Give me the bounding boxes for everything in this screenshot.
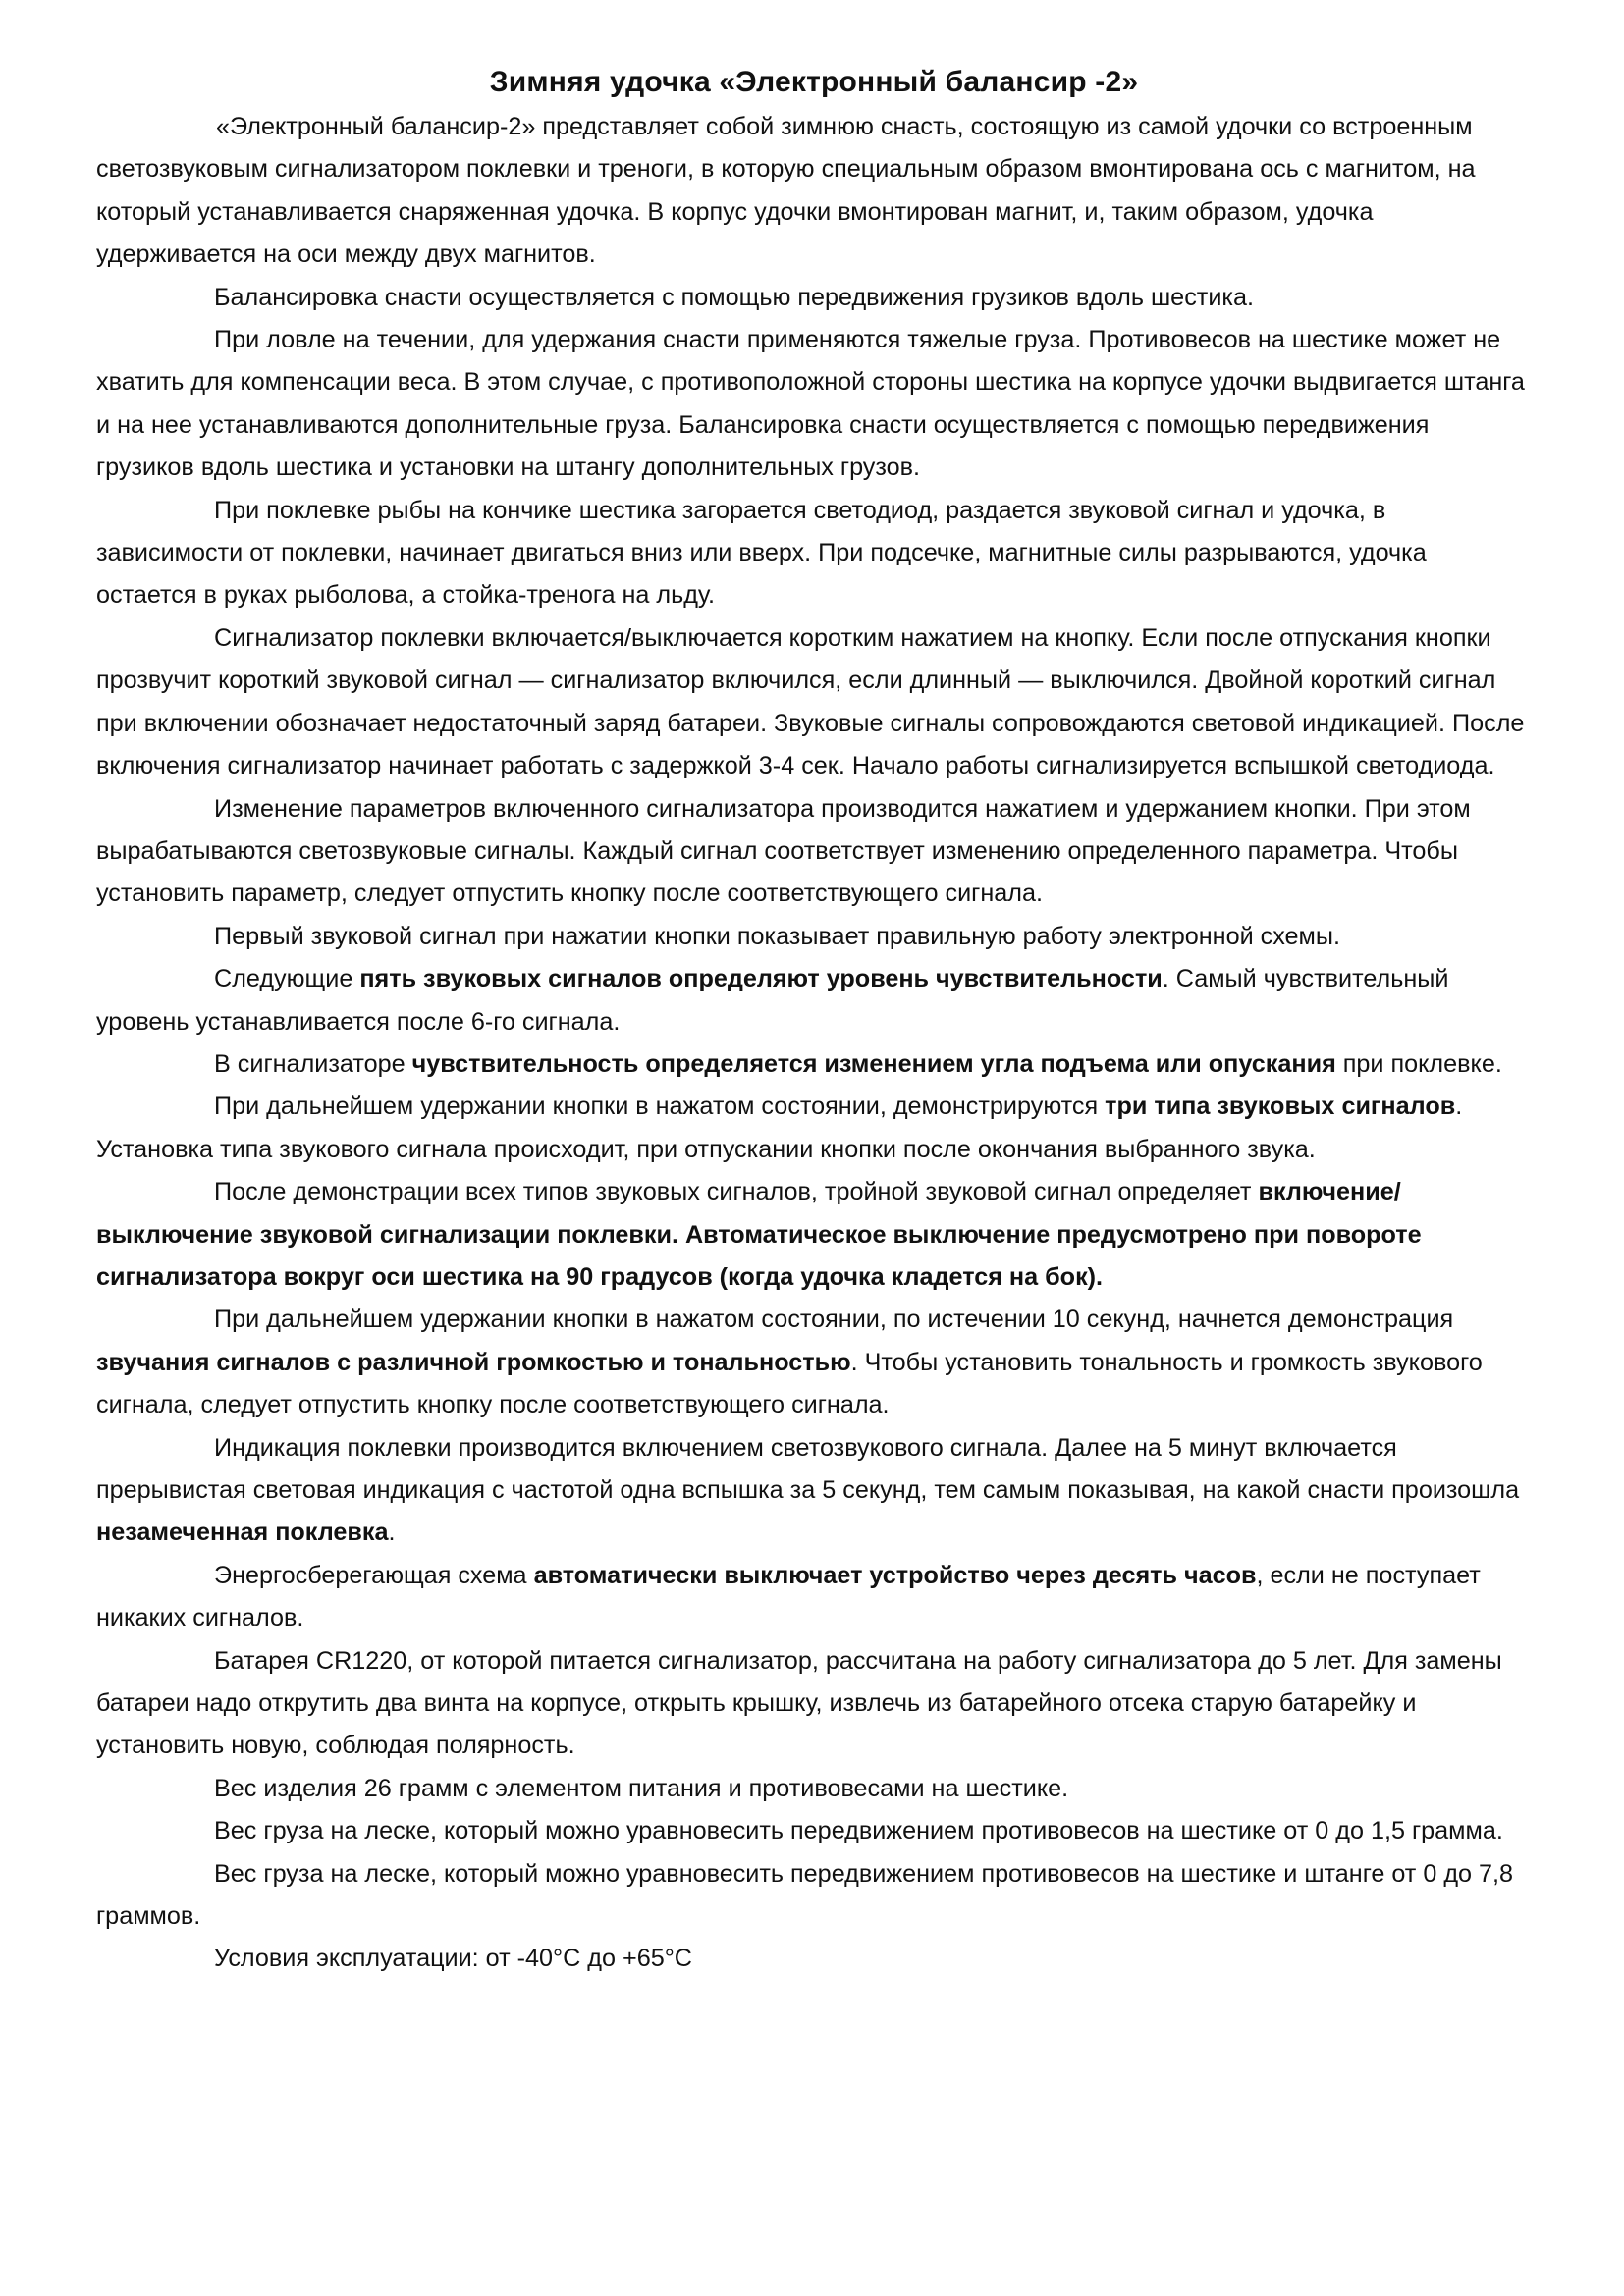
- bold-text-run: автоматически выключает устройство через десять часов: [533, 1561, 1257, 1589]
- text-run: . Самый чувствительный уровень устанавливается после 6-го сигнала.: [96, 965, 1449, 1036]
- bold-text-run: пять звуковых сигналов определяют уровень чувствительности: [359, 965, 1163, 993]
- paragraph: [96, 617, 1532, 788]
- paragraph: [96, 916, 1532, 958]
- paragraph: [96, 1086, 1532, 1171]
- paragraph: [96, 1853, 1532, 1939]
- text-run: При дальнейшем удержании кнопки в нажатом состоянии, демонстрируются: [214, 1093, 1106, 1121]
- paragraph: [96, 1938, 1532, 1980]
- text-run: При поклевке рыбы на кончике шестика загорается светодиод, раздается звуковой сигнал и удочка, в зависимости от поклевки, начинает двигаться вниз или вверх. При подсечке, магнитные силы разрываются, удочка остается в руках рыболова, а стойка-тренога на льду.: [96, 496, 1427, 610]
- paragraph: [96, 1768, 1532, 1810]
- text-run: . Чтобы установить тональность и громкость звукового сигнала, следует отпустить кнопку после соответствующего сигнала.: [96, 1348, 1483, 1419]
- text-run: При дальнейшем удержании кнопки в нажатом состоянии, по истечении 10 секунд, начнется демонстрация: [214, 1306, 1454, 1334]
- bold-text-run: три типа звуковых сигналов: [1105, 1093, 1456, 1121]
- text-run: В сигнализаторе: [214, 1049, 412, 1078]
- text-run: Вес изделия 26 грамм с элементом питания и противовесами на шестике.: [214, 1774, 1069, 1802]
- bold-text-run: чувствительность определяется изменением угла подъема или опускания: [411, 1049, 1336, 1078]
- bold-text-run: включение/выключение звуковой сигнализации поклевки. Автоматическое выключение предусмотрено при повороте сигнализатора вокруг оси шестика на 90 градусов (когда удочка кладется на бок).: [96, 1178, 1422, 1291]
- paragraph: [96, 1427, 1532, 1555]
- text-run: . Установка типа звукового сигнала происходит, при отпускании кнопки после окончания выбранного звука.: [96, 1093, 1463, 1163]
- text-run: , если не поступает никаких сигналов.: [96, 1561, 1481, 1632]
- paragraph: [96, 1171, 1532, 1299]
- paragraph: [96, 1555, 1532, 1640]
- paragraph: [96, 1640, 1532, 1768]
- text-run: «Электронный балансир-2» представляет собой зимнюю снасть, состоящую из самой удочки со встроенным светозвуковым сигнализатором поклевки и треноги, в которую специальным образом вмонтирована ось с магнитом, на который устанавливается снаряженная удочка. В корпус удочки вмонтирован магнит, и, таким образом, удочка удерживается на оси между двух магнитов.: [96, 113, 1476, 269]
- text-run: Изменение параметров включенного сигнализатора производится нажатием и удержанием кнопки. При этом вырабатываются светозвуковые сигналы. Каждый сигнал соответствует изменению определенного параметра. Чтобы установить параметр, следует отпустить кнопку после соответствующего сигнала.: [96, 794, 1471, 908]
- text-run: После демонстрации всех типов звуковых сигналов, тройной звуковой сигнал определяет: [214, 1178, 1259, 1206]
- paragraph: [96, 1043, 1532, 1086]
- text-run: Первый звуковой сигнал при нажатии кнопки показывает правильную работу электронной схемы.: [214, 922, 1340, 950]
- paragraph: [96, 1810, 1532, 1852]
- bold-text-run: звучания сигналов с различной громкостью и тональностью: [96, 1348, 851, 1376]
- text-run: Следующие: [214, 965, 360, 993]
- document-title: Зимняя удочка «Электронный балансир -2»: [489, 66, 1139, 98]
- text-run: Батарея CR1220, от которой питается сигнализатор, рассчитана на работу сигнализатора до 5 лет. Для замены батареи надо открутить два винта на корпусе, открыть крышку, извлечь из батарейного отсека старую батарейку и установить новую, соблюдая полярность.: [96, 1646, 1502, 1760]
- text-run: Балансировка снасти осуществляется с помощью передвижения грузиков вдоль шестика.: [214, 283, 1254, 311]
- paragraph: [96, 788, 1532, 916]
- text-run: При ловле на течении, для удержания снасти применяются тяжелые груза. Противовесов на шестике может не хватить для компенсации веса. В этом случае, с противоположной стороны шестика на корпусе удочки выдвигается штанга и на нее устанавливаются дополнительные груза. Балансировка снасти осуществляется с помощью передвижения грузиков вдоль шестика и установки на штангу дополнительных грузов.: [96, 326, 1525, 482]
- text-run: Энергосберегающая схема: [214, 1561, 534, 1589]
- text-run: Индикация поклевки производится включением светозвукового сигнала. Далее на 5 минут включается прерывистая световая индикация с частотой одна вспышка за 5 секунд, тем самым показывая, на какой снасти произошла: [96, 1433, 1520, 1504]
- text-run: .: [388, 1519, 396, 1547]
- text-run: Сигнализатор поклевки включается/выключается коротким нажатием на кнопку. Если после отпускания кнопки прозвучит короткий звуковой сигнал — сигнализатор включился, если длинный — выключился. Двойной короткий сигнал при включении обозначает недостаточный заряд батареи. Звуковые сигналы сопровождаются световой индикацией. После включения сигнализатор начинает работать с задержкой 3-4 сек. Начало работы сигнализируется вспышкой светодиода.: [96, 623, 1525, 780]
- paragraph: [96, 958, 1532, 1043]
- paragraph: [96, 490, 1532, 617]
- paragraph: [96, 106, 1532, 277]
- document-page: [96, 63, 1532, 1981]
- document-body: [96, 106, 1532, 1981]
- paragraph: [96, 277, 1532, 319]
- bold-text-run: незамеченная поклевка: [96, 1519, 389, 1547]
- text-run: при поклевке.: [1335, 1049, 1502, 1078]
- paragraph: [96, 319, 1532, 490]
- paragraph: [96, 1299, 1532, 1426]
- text-run: Вес груза на леске, который можно уравновесить передвижением противовесов на шестике от 0 до 1,5 грамма.: [214, 1817, 1503, 1845]
- text-run: Вес груза на леске, который можно уравновесить передвижением противовесов на шестике и штанге от 0 до 7,8 граммов.: [96, 1859, 1514, 1931]
- text-run: Условия эксплуатации: от -40°С до +65°С: [214, 1945, 692, 1973]
